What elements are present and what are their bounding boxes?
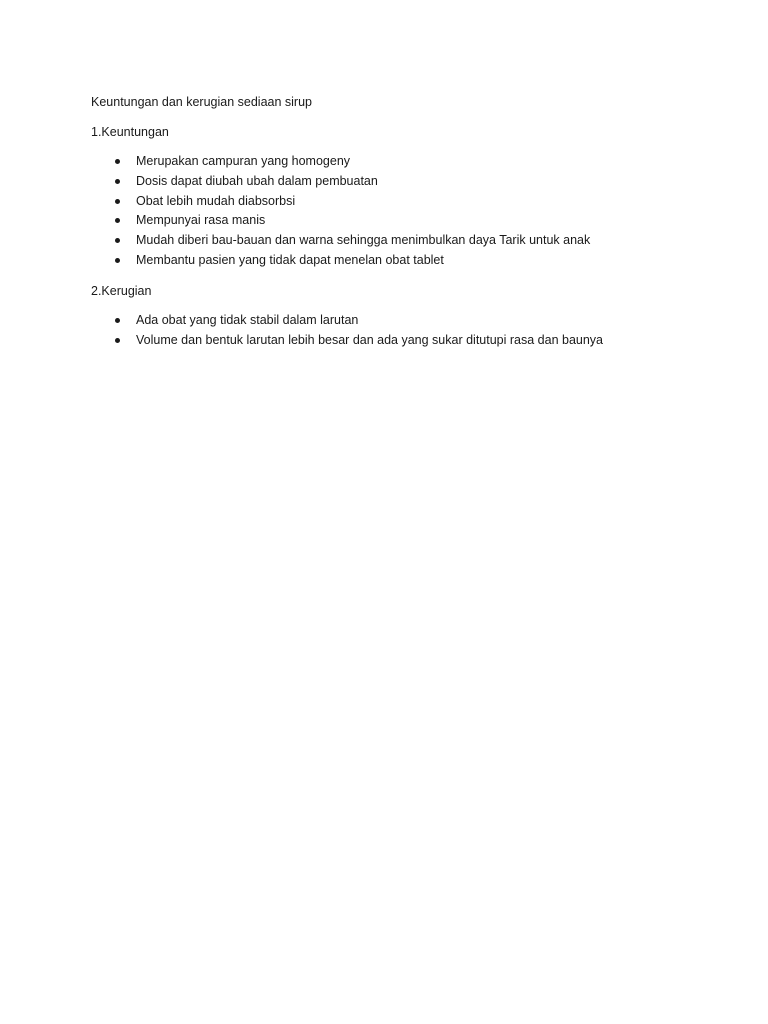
section-heading-keuntungan: 1.Keuntungan xyxy=(91,125,169,139)
document-title: Keuntungan dan kerugian sediaan sirup xyxy=(91,95,313,109)
section-heading-kerugian: 2.Kerugian xyxy=(91,283,152,298)
bullet-icon xyxy=(115,159,120,164)
list-item xyxy=(91,152,731,172)
list-item-text: Volume dan bentuk larutan lebih besar dan ada yang sukar ditutupi rasa dan baunya xyxy=(136,332,603,347)
bullet-icon xyxy=(115,258,120,263)
list-item-text: Mempunyai rasa manis xyxy=(136,213,266,228)
bullet-icon xyxy=(115,338,120,343)
bullet-icon xyxy=(115,199,120,204)
list-item xyxy=(91,231,731,251)
bullet-icon xyxy=(115,238,120,243)
list-item xyxy=(91,251,731,271)
list-item-text: Ada obat yang tidak stabil dalam larutan xyxy=(136,312,359,327)
list-item xyxy=(91,311,731,331)
list-item xyxy=(91,211,731,231)
list-item-text: Dosis dapat diubah ubah dalam pembuatan xyxy=(136,173,378,188)
list-item-text: Membantu pasien yang tidak dapat menelan obat tablet xyxy=(136,252,444,267)
kerugian-list xyxy=(91,311,731,351)
list-item xyxy=(91,172,731,192)
list-item xyxy=(91,331,731,351)
list-item-text: Obat lebih mudah diabsorbsi xyxy=(136,193,296,208)
list-item-text: Mudah diberi bau-bauan dan warna sehingga menimbulkan daya Tarik untuk anak xyxy=(136,233,591,248)
document-body xyxy=(91,93,731,361)
list-item xyxy=(91,192,731,212)
bullet-icon xyxy=(115,318,120,323)
list-item-text: Merupakan campuran yang homogeny xyxy=(136,154,351,168)
keuntungan-list xyxy=(91,152,731,271)
bullet-icon xyxy=(115,179,120,184)
bullet-icon xyxy=(115,218,120,223)
